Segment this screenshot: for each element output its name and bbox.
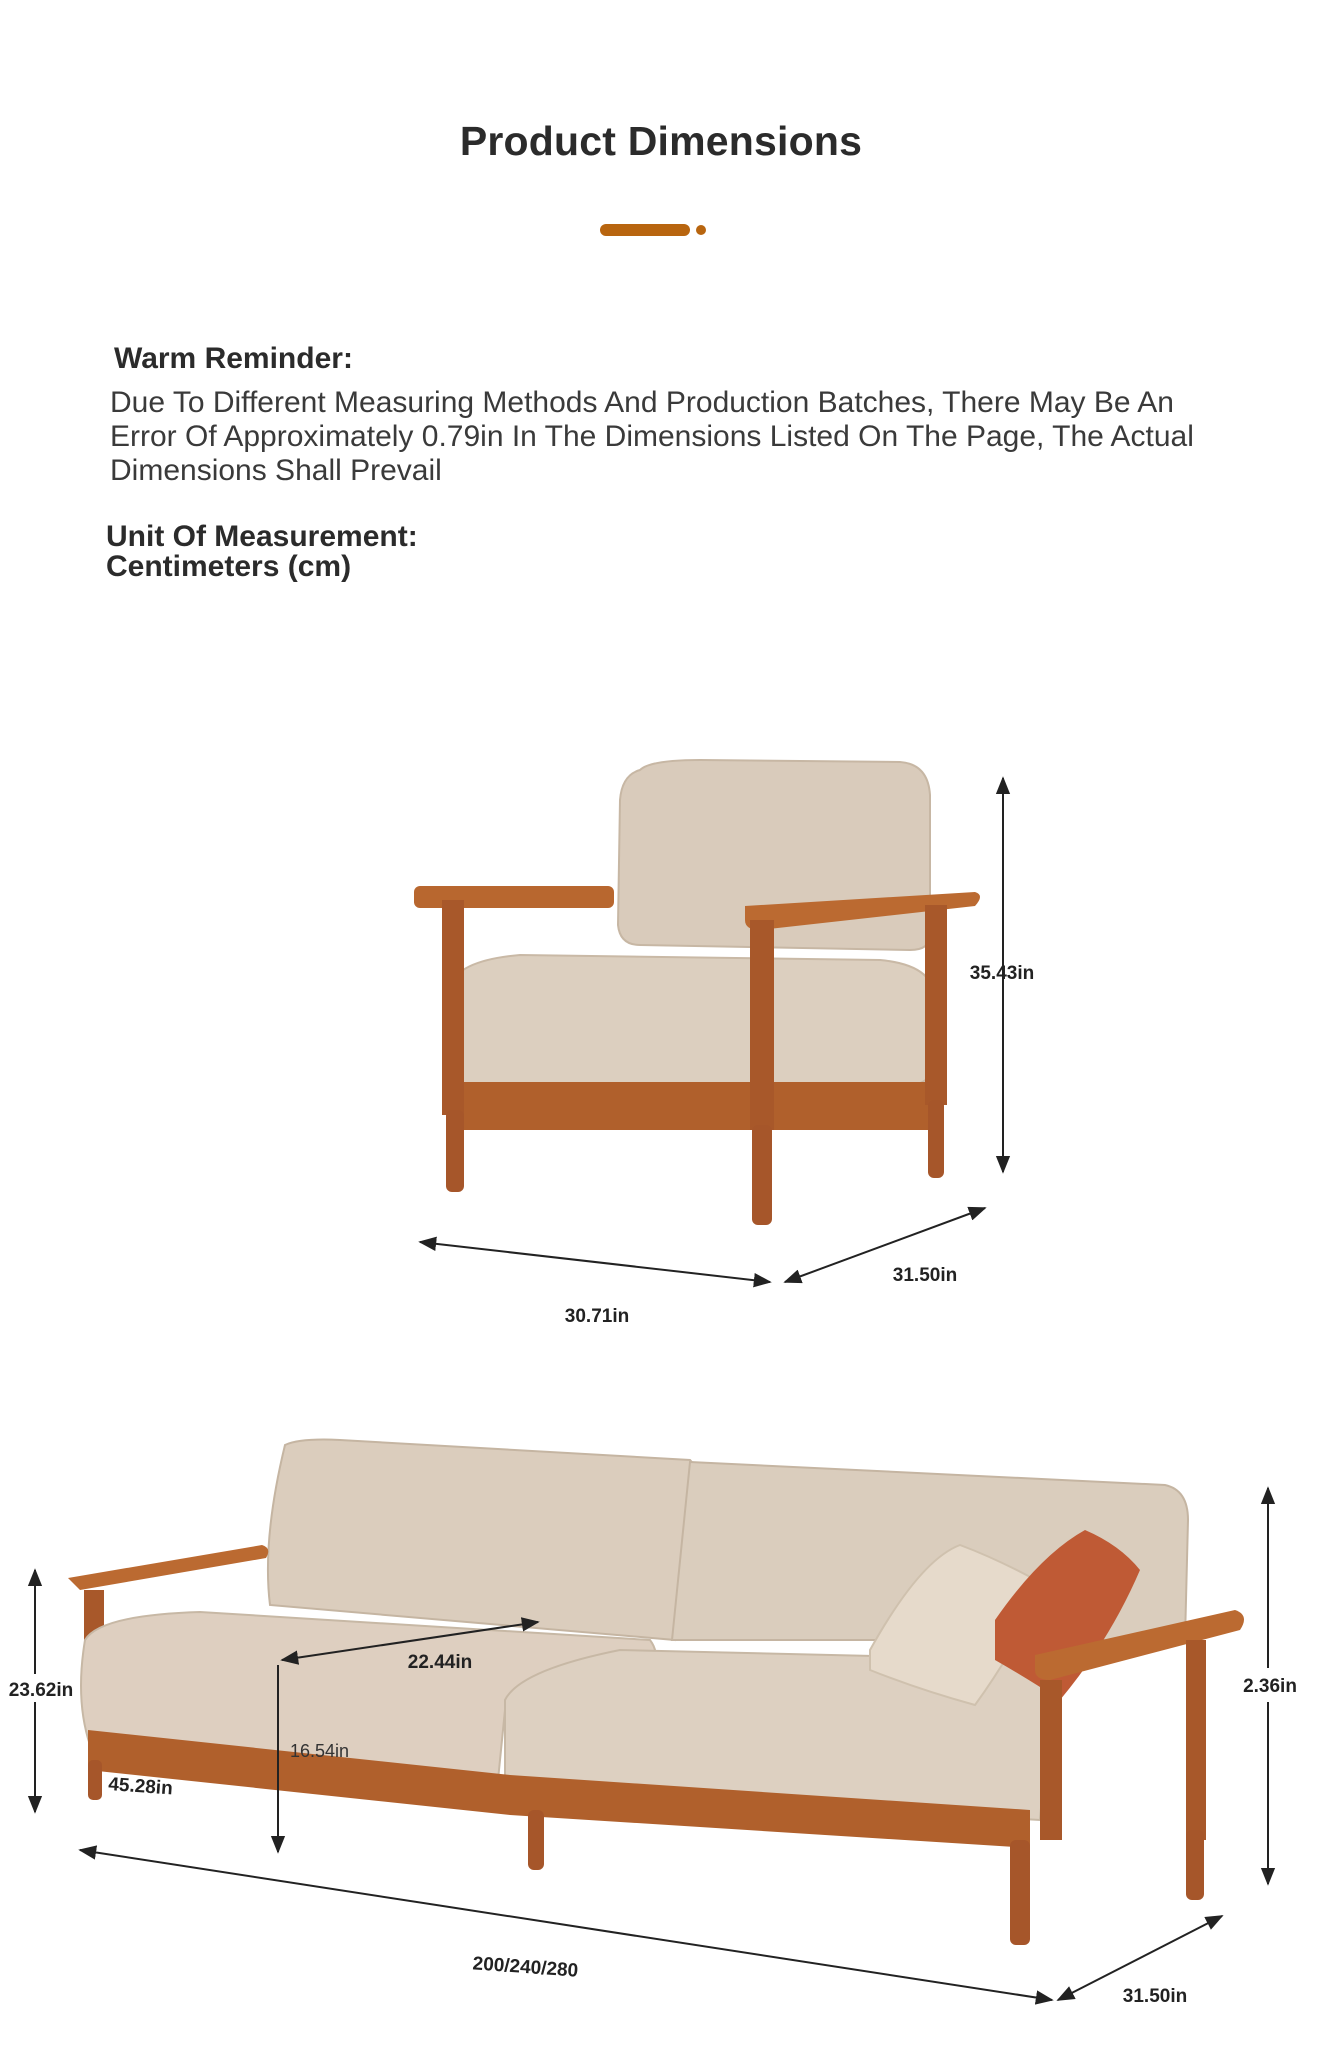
unit-value: Centimeters (cm) [106,550,352,583]
sofa-depth-label: 31.50in [1122,1986,1188,2007]
sofa-length-label: 200/240/280 [471,1953,579,1982]
armchair-image [414,760,980,1225]
sofa-seat-depth-label: 22.44in [407,1652,473,1673]
reminder-text: Due To Different Measuring Methods And Production Batches, There May Be An Error Of Approximately 0.79in In The Dimensions Listed On The Page, The Actual Dimensions Shall Prevail [110,386,1194,487]
armchair-width-line [420,1242,770,1282]
page-title: Product Dimensions [459,118,863,164]
armchair-width-label: 30.71in [564,1306,630,1327]
armchair-height-label: 35.43in [969,963,1035,984]
sofa-height-label: 2.36in [1243,1676,1297,1697]
armchair-depth-label: 31.50in [892,1265,958,1286]
sofa-leg-label: 45.28in [107,1774,174,1800]
unit-label: Unit Of Measurement: [106,520,418,553]
sofa-arm-height-label: 23.62in [8,1680,74,1701]
reminder-heading: Warm Reminder: [114,342,353,375]
sofa-image [68,1440,1244,1945]
sofa-seat-height-label: 16.54in [290,1741,350,1761]
